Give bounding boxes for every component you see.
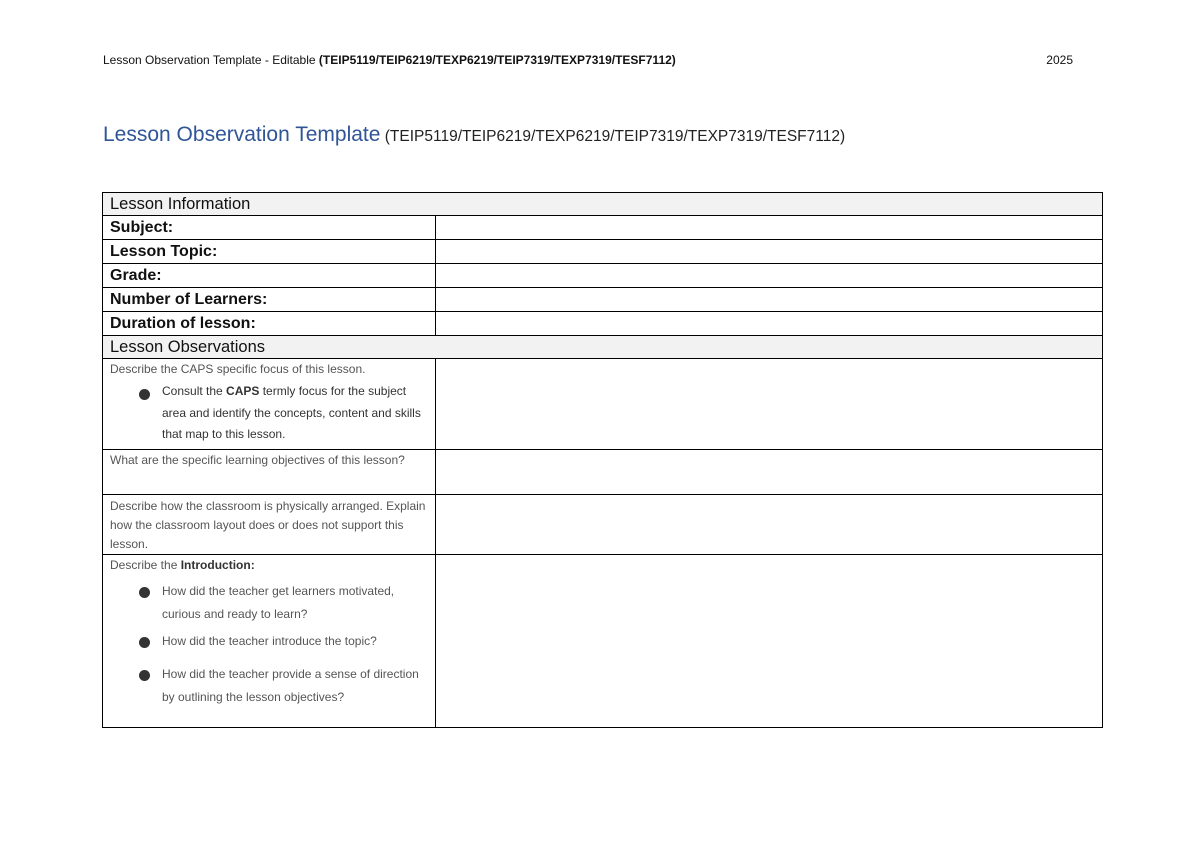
observation-table (102, 192, 1103, 728)
table-row (103, 359, 1103, 450)
table-row (103, 288, 1103, 312)
answer-learning-objectives[interactable] (436, 450, 1103, 495)
bullet-text: Consult the (162, 384, 227, 398)
header-title-text: Lesson Observation Template - Editable (103, 53, 319, 67)
field-input-subject[interactable] (436, 216, 1103, 240)
table-row (103, 555, 1103, 728)
bullet-text: termly focus for the subject area and identify the concepts, content and skills that map to this lesson. (162, 384, 421, 441)
prompt-caps-focus (103, 359, 436, 450)
section-heading: Lesson Information (103, 193, 1103, 216)
table-row (103, 450, 1103, 495)
list-item: How did the teacher provide a sense of direction by outlining the lesson objectives? (110, 663, 435, 709)
prompt-text: Describe how the classroom is physically arranged. Explain how the classroom layout does or does not support this lesson. (110, 499, 426, 551)
section-lesson-information (103, 193, 1103, 216)
prompt-classroom-layout (103, 495, 436, 555)
page-title-codes: (TEIP5119/TEIP6219/TEXP6219/TEIP7319/TEXP7319/TESF7112) (380, 128, 846, 145)
table-row (103, 240, 1103, 264)
field-label-subject: Subject: (103, 216, 436, 240)
caps-bullet-list (110, 381, 435, 446)
list-item: How did the teacher introduce the topic? (110, 630, 435, 653)
field-label-number-of-learners: Number of Learners: (103, 288, 436, 312)
field-input-duration[interactable] (436, 312, 1103, 336)
field-input-lesson-topic[interactable] (436, 240, 1103, 264)
header-year: 2025 (1046, 53, 1073, 67)
prompt-text: What are the specific learning objectives of this lesson? (110, 453, 405, 467)
list-item (110, 381, 435, 446)
answer-caps-focus[interactable] (436, 359, 1103, 450)
list-item: How did the teacher get learners motivated, curious and ready to learn? (110, 580, 435, 626)
page-title (103, 123, 845, 147)
section-lesson-observations (103, 336, 1103, 359)
prompt-plain-text: Describe the (110, 558, 181, 572)
table-row (103, 312, 1103, 336)
bullet-bold-text: CAPS (226, 384, 260, 398)
table-row (103, 495, 1103, 555)
header-course-codes: (TEIP5119/TEIP6219/TEXP6219/TEIP7319/TEXP7319/TESF7112) (318, 53, 676, 67)
answer-introduction[interactable] (436, 555, 1103, 728)
prompt-learning-objectives (103, 450, 436, 495)
prompt-bold-text: Introduction: (180, 558, 255, 572)
field-label-duration: Duration of lesson: (103, 312, 436, 336)
field-input-number-of-learners[interactable] (436, 288, 1103, 312)
prompt-text: Describe the CAPS specific focus of this lesson. (110, 362, 366, 376)
field-input-grade[interactable] (436, 264, 1103, 288)
prompt-text (110, 556, 435, 574)
introduction-bullet-list (110, 580, 435, 709)
header-title (103, 53, 676, 67)
page-header (103, 53, 1073, 71)
section-heading: Lesson Observations (103, 336, 1103, 359)
prompt-introduction (103, 555, 436, 728)
field-label-lesson-topic: Lesson Topic: (103, 240, 436, 264)
answer-classroom-layout[interactable] (436, 495, 1103, 555)
table-row (103, 264, 1103, 288)
page-title-main: Lesson Observation Template (103, 123, 381, 146)
table-row (103, 216, 1103, 240)
field-label-grade: Grade: (103, 264, 436, 288)
